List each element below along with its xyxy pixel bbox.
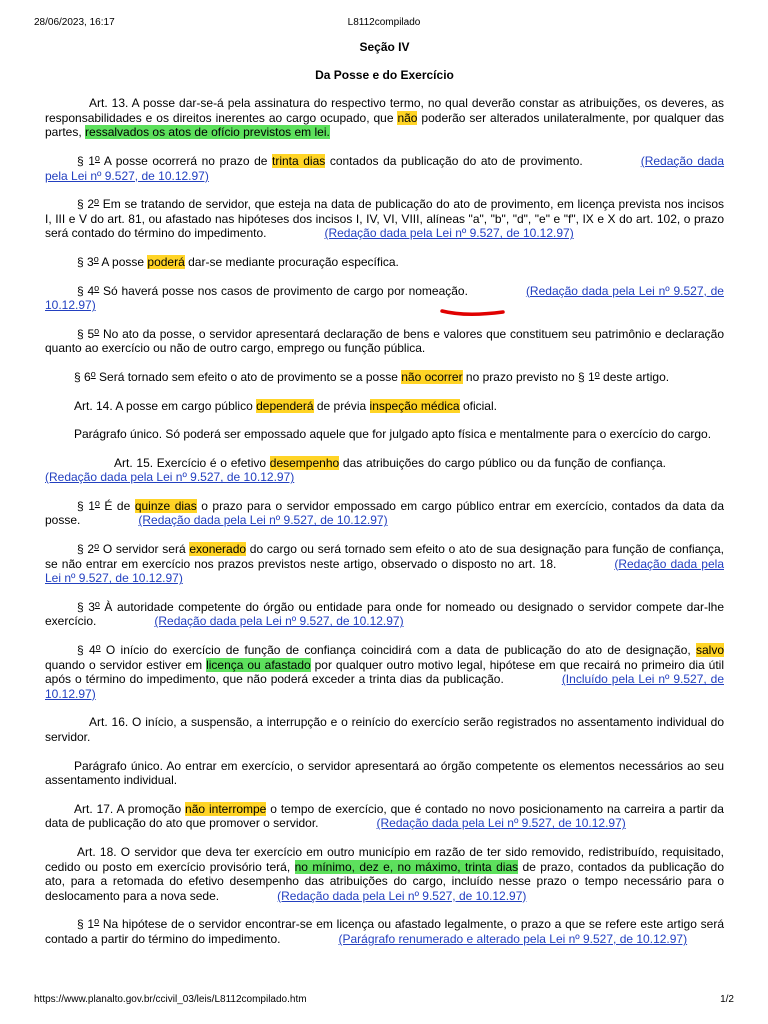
art-15-par-2: § 2$^o$ O servidor será exonerado do cargo ou será tornado sem efeito o ato de sua designação para função de confiança, se não entrar em exercício nos prazos previstos neste artigo, observado o disposto no art. 18. (Redação dada pela Lei nº 9.527, de 10.12.97)	[45, 541, 724, 586]
print-timestamp: 28/06/2023, 16:17	[34, 17, 115, 28]
highlight: poderá	[147, 254, 185, 269]
highlight: licença ou afastado	[206, 657, 311, 672]
amendment-link[interactable]: (Redação dada pela Lei nº 9.527, de 10.12.97)	[154, 614, 404, 629]
amendment-link[interactable]: (Redação dada pela Lei nº 9.527, de 10.12.97)	[45, 556, 724, 586]
highlight: no mínimo, dez e, no máximo, trinta dias	[294, 859, 519, 874]
art-13-par-1: § 1$^o$ A posse ocorrerá no prazo de trinta dias contados da publicação do ato de provimento. (Redação dada pela Lei nº 9.527, de 10.12.97)	[45, 152, 725, 183]
highlight: quinze dias	[134, 498, 197, 513]
section-title: Seção IV	[359, 40, 410, 54]
highlight: não interrompe	[185, 801, 267, 816]
amendment-link[interactable]: (Incluído pela Lei nº 9.527, de 10.12.97)	[45, 672, 724, 701]
law-content	[45, 40, 724, 961]
highlight: inspeção médica	[369, 398, 460, 413]
amendment-link[interactable]: (Redação dada pela Lei nº 9.527, de 10.12.97)	[324, 226, 574, 241]
art-13-par-5: § 5$^o$ No ato da posse, o servidor apresentará declaração de bens e valores que constituem seu patrimônio e declaração quanto ao exercício ou não de outro cargo, emprego ou função pública.	[45, 325, 724, 356]
red-pen-underline	[440, 306, 506, 318]
print-page-number: 1/2	[720, 994, 734, 1005]
art-17: Art. 17. A promoção não interrompe o tempo de exercício, que é contado no novo posicionamento na carreira a partir da data de publicação do ato que promover o servidor. (Redação dada pela Lei nº 9.527, de 10.12.97)	[45, 801, 724, 831]
highlight: não	[397, 110, 418, 125]
highlight: ressalvados os atos de ofício previstos em lei.	[85, 125, 330, 140]
highlight: não ocorrer	[401, 369, 463, 384]
amendment-link[interactable]: (Redação dada pela Lei nº 9.527, de 10.12.97)	[45, 153, 725, 183]
highlight: desempenho	[269, 455, 340, 470]
art-18-par-1: § 1$^o$ Na hipótese de o servidor encontrar-se em licença ou afastado legalmente, o prazo a que se refere este artigo será contado a partir do término do impedimento. (Parágrafo renumerado e alterado pela Lei nº 9.527, de 10.12.97)	[45, 916, 724, 946]
art-14-single-par: Parágrafo único. Só poderá ser empossado aquele que for julgado apto física e mentalmente para o exercício do cargo.	[74, 427, 712, 442]
print-url: https://www.planalto.gov.br/ccivil_03/leis/L8112compilado.htm	[34, 994, 307, 1005]
art-15-par-3: § 3$^o$ À autoridade competente do órgão ou entidade para onde for nomeado ou designado o servidor compete dar-lhe exercício. (Redação dada pela Lei nº 9.527, de 10.12.97)	[45, 598, 725, 629]
art-13-par-6: § 6$^o$ Será tornado sem efeito o ato de provimento se a posse não ocorrer no prazo previsto no § 1$^o$ deste artigo.	[74, 368, 670, 384]
amendment-link[interactable]: (Redação dada pela Lei nº 9.527, de 10.12.97)	[277, 888, 527, 903]
art-16: Art. 16. O início, a suspensão, a interrupção e o reinício do exercício serão registrados no assentamento individual do servidor.	[45, 715, 724, 744]
art-14: Art. 14. A posse em cargo público dependerá de prévia inspeção médica oficial.	[74, 398, 497, 413]
art-15-par-1: § 1$^o$ É de quinze dias o prazo para o servidor empossado em cargo público entrar em exercício, contados da data da posse. (Redação dada pela Lei nº 9.527, de 10.12.97)	[45, 497, 724, 528]
print-page-title: L8112compilado	[347, 17, 421, 28]
amendment-link[interactable]: (Redação dada pela Lei nº 9.527, de 10.12.97)	[45, 283, 724, 313]
art-13-par-4: § 4$^o$ Só haverá posse nos casos de provimento de cargo por nomeação. (Redação dada pela Lei nº 9.527, de 10.12.97)	[45, 282, 724, 313]
amendment-link[interactable]: (Redação dada pela Lei nº 9.527, de 10.12.97)	[138, 513, 388, 528]
highlight: dependerá	[256, 398, 314, 413]
amendment-link[interactable]: (Parágrafo renumerado e alterado pela Lei nº 9.527, de 10.12.97)	[338, 931, 688, 946]
art-18: Art. 18. O servidor que deva ter exercício em outro município em razão de ter sido removido, redistribuído, requisitado, cedido ou posto em exercício provisório terá, no mínimo, dez e, no máximo, trinta dias de prazo, contados da publicação do ato, para a retomada do efetivo desempenho das atribuições do cargo, incluído nesse prazo o tempo necessário para o deslocamento para a nova sede. (Redação dada pela Lei nº 9.527, de 10.12.97)	[45, 844, 725, 903]
art-15: Art. 15. Exercício é o efetivo desempenho das atribuições do cargo público ou da função de confiança.(Redação dada pela Lei nº 9.527, de 10.12.97)	[45, 455, 667, 485]
chapter-title: Da Posse e do Exercício	[315, 67, 454, 82]
art-13-par-3: § 3$^o$ A posse poderá dar-se mediante procuração específica.	[77, 253, 399, 269]
art-13-par-2: § 2$^o$ Em se tratando de servidor, que esteja na data de publicação do ato de provimento, em licença prevista nos incisos I, III e V do art. 81, ou afastado nas hipóteses dos incisos I, IV, VI, VIII, alíneas "a", "b", "d", "e" e "f", IX e X do art. 102, o prazo será contado do término do impedimento. (Redação dada pela Lei nº 9.527, de 10.12.97)	[45, 196, 724, 241]
highlight: salvo	[696, 643, 725, 658]
highlight: exonerado	[189, 542, 247, 557]
highlight: trinta dias	[272, 153, 326, 168]
art-16-single-par: Parágrafo único. Ao entrar em exercício, o servidor apresentará ao órgão competente os elementos necessários ao seu assentamento individual.	[45, 758, 724, 788]
amendment-link[interactable]: (Redação dada pela Lei nº 9.527, de 10.12.97)	[45, 470, 295, 485]
amendment-link[interactable]: (Redação dada pela Lei nº 9.527, de 10.12.97)	[376, 816, 626, 831]
art-15-par-4: § 4$^o$ O início do exercício de função de confiança coincidirá com a data de publicação do ato de designação, salvo quando o servidor estiver em licença ou afastado por qualquer outro motivo legal, hipótese em que recairá no primeiro dia útil após o término do impedimento, que não poderá exceder a trinta dias da publicação. (Incluído pela Lei nº 9.527, de 10.12.97)	[45, 642, 725, 701]
art-13: Art. 13. A posse dar-se-á pela assinatura do respectivo termo, no qual deverão constar as atribuições, os deveres, as responsabilidades e os direitos inerentes ao cargo ocupado, que não poderão ser alterados unilateralmente, por qualquer das partes, ressalvados os atos de ofício previstos em lei.	[45, 96, 724, 140]
